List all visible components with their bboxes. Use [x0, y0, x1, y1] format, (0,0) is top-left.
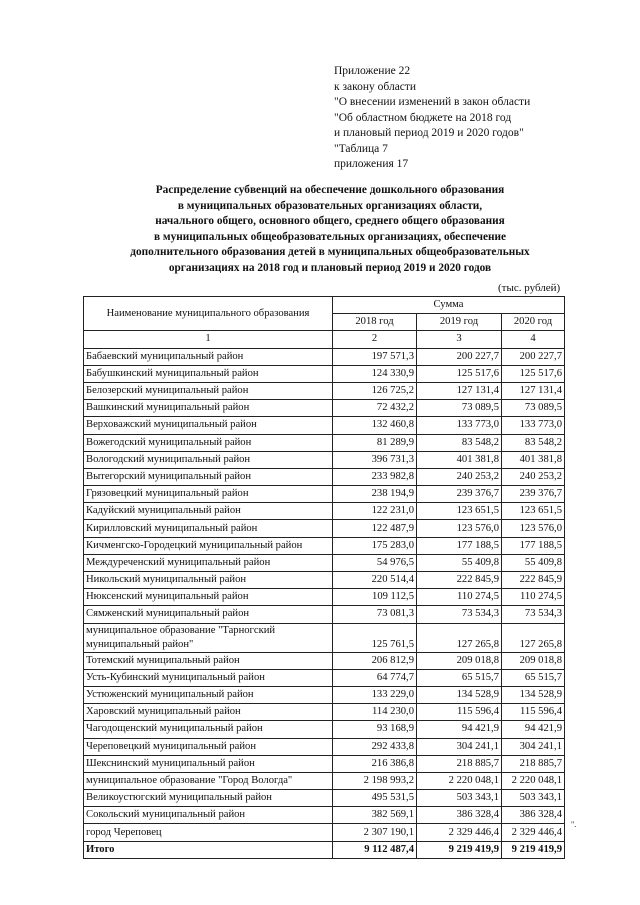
column-number: 1 [84, 331, 333, 348]
value-2019: 94 421,9 [417, 721, 502, 738]
value-2018: 81 289,9 [333, 434, 417, 451]
value-2019: 123 576,0 [417, 520, 502, 537]
municipality-name: Кичменгско-Городецкий муниципальный район [84, 537, 333, 554]
value-2018: 133 229,0 [333, 686, 417, 703]
value-2019: 2 329 446,4 [417, 824, 502, 841]
end-quote: ". [571, 820, 577, 829]
title-line: в муниципальных образовательных организациях области, [177, 199, 483, 212]
year-header-2018: 2018 год [333, 314, 417, 331]
table-row [84, 382, 565, 399]
table-row [84, 468, 565, 485]
value-2019: 73 534,3 [417, 606, 502, 623]
value-2020: 65 515,7 [502, 669, 565, 686]
table-row [84, 623, 565, 652]
value-2020: 304 241,1 [502, 738, 565, 755]
value-2020: 133 773,0 [502, 417, 565, 434]
value-2019: 304 241,1 [417, 738, 502, 755]
value-2020: 83 548,2 [502, 434, 565, 451]
value-2020: 401 381,8 [502, 451, 565, 468]
value-2018: 197 571,3 [333, 348, 417, 365]
header-line: "Таблица 7 [334, 142, 388, 155]
title-line: в муниципальных общеобразовательных организациях, обеспечение [153, 230, 507, 243]
value-2020: 503 343,1 [502, 790, 565, 807]
value-2019: 115 596,4 [417, 704, 502, 721]
value-2018: 72 432,2 [333, 400, 417, 417]
municipality-name: Харовский муниципальный район [84, 704, 333, 721]
value-2020: 239 376,7 [502, 486, 565, 503]
value-2019: 123 651,5 [417, 503, 502, 520]
table-row [84, 589, 565, 606]
municipality-name: Нюксенский муниципальный район [84, 589, 333, 606]
value-2018: 220 514,4 [333, 572, 417, 589]
value-2020: 123 576,0 [502, 520, 565, 537]
value-2019: 218 885,7 [417, 755, 502, 772]
title-line: Распределение субвенций на обеспечение дошкольного образования [155, 184, 505, 196]
value-2018: 396 731,3 [333, 451, 417, 468]
table-row [84, 520, 565, 537]
table-row [84, 669, 565, 686]
column-number: 3 [417, 331, 502, 348]
municipality-name: Вожегодский муниципальный район [84, 434, 333, 451]
value-2019: 2 220 048,1 [417, 772, 502, 789]
value-2020: 200 227,7 [502, 348, 565, 365]
value-2018: 382 569,1 [333, 807, 417, 824]
value-2020: 386 328,4 [502, 807, 565, 824]
total-2019: 9 219 419,9 [417, 841, 502, 858]
value-2019: 125 517,6 [417, 365, 502, 382]
value-2019: 133 773,0 [417, 417, 502, 434]
municipality-name: Междуреченский муниципальный район [84, 554, 333, 571]
value-2018: 132 460,8 [333, 417, 417, 434]
header-line: "О внесении изменений в закон области [334, 96, 531, 108]
value-2018: 292 433,8 [333, 738, 417, 755]
value-2018: 233 982,8 [333, 468, 417, 485]
title-line: начального общего, основного общего, среднего общего образования [155, 215, 505, 228]
header-line: "Об областном бюджете на 2018 год [334, 111, 512, 124]
municipality-name: Бабушкинский муниципальный район [84, 365, 333, 382]
table-row [84, 652, 565, 669]
value-2018: 175 283,0 [333, 537, 417, 554]
title-line: организациях на 2018 год и плановый период 2019 и 2020 годов [168, 261, 492, 274]
table-row [84, 790, 565, 807]
table-row [84, 348, 565, 365]
units-label: (тыс. рублей) [498, 282, 561, 294]
value-2018: 64 774,7 [333, 669, 417, 686]
municipality-name: Великоустюгский муниципальный район [84, 790, 333, 807]
municipality-name: Вологодский муниципальный район [84, 451, 333, 468]
value-2019: 209 018,8 [417, 652, 502, 669]
municipality-name: муниципальное образование "Тарногский муниципальный район" [84, 623, 333, 652]
table-row [84, 721, 565, 738]
table-row [84, 434, 565, 451]
table-row [84, 572, 565, 589]
value-2020: 2 329 446,4 [502, 824, 565, 841]
table-row [84, 554, 565, 571]
municipality-name: Чагодощенский муниципальный район [84, 721, 333, 738]
value-2018: 122 487,9 [333, 520, 417, 537]
value-2018: 54 976,5 [333, 554, 417, 571]
value-2020: 127 265,8 [502, 623, 565, 652]
value-2019: 177 188,5 [417, 537, 502, 554]
table-row [84, 417, 565, 434]
value-2019: 200 227,7 [417, 348, 502, 365]
municipality-name: Сокольский муниципальный район [84, 807, 333, 824]
value-2018: 73 081,3 [333, 606, 417, 623]
value-2020: 177 188,5 [502, 537, 565, 554]
municipality-name: Череповецкий муниципальный район [84, 738, 333, 755]
total-row [84, 841, 565, 858]
table-row [84, 400, 565, 417]
value-2019: 127 131,4 [417, 382, 502, 399]
value-2020: 123 651,5 [502, 503, 565, 520]
value-2020: 115 596,4 [502, 704, 565, 721]
value-2018: 2 198 993,2 [333, 772, 417, 789]
municipality-name: муниципальное образование "Город Вологда" [84, 772, 333, 789]
subventions-table [83, 296, 565, 859]
value-2020: 218 885,7 [502, 755, 565, 772]
year-header-2020: 2020 год [502, 314, 565, 331]
value-2018: 125 761,5 [333, 623, 417, 652]
value-2019: 222 845,9 [417, 572, 502, 589]
year-header-2019: 2019 год [417, 314, 502, 331]
value-2019: 83 548,2 [417, 434, 502, 451]
value-2018: 495 531,5 [333, 790, 417, 807]
value-2020: 222 845,9 [502, 572, 565, 589]
table-row [84, 772, 565, 789]
value-2018: 114 230,0 [333, 704, 417, 721]
column-header-sum: Сумма [333, 297, 565, 314]
value-2020: 127 131,4 [502, 382, 565, 399]
title-line: дополнительного образования детей в муниципальных общеобразовательных [130, 246, 530, 259]
value-2020: 55 409,8 [502, 554, 565, 571]
municipality-name: Вашкинский муниципальный район [84, 400, 333, 417]
value-2020: 110 274,5 [502, 589, 565, 606]
document-title [95, 183, 565, 277]
municipality-name: Никольский муниципальный район [84, 572, 333, 589]
municipality-name: Грязовецкий муниципальный район [84, 486, 333, 503]
municipality-name: Сямженский муниципальный район [84, 606, 333, 623]
table-row [84, 738, 565, 755]
municipality-name: Верховажский муниципальный район [84, 417, 333, 434]
value-2018: 124 330,9 [333, 365, 417, 382]
table-row [84, 686, 565, 703]
table-row [84, 537, 565, 554]
municipality-name: город Череповец [84, 824, 333, 841]
municipality-name: Кадуйский муниципальный район [84, 503, 333, 520]
municipality-name: Тотемский муниципальный район [84, 652, 333, 669]
municipality-name: Устюженский муниципальный район [84, 686, 333, 703]
table-row [84, 824, 565, 841]
municipality-name: Шекснинский муниципальный район [84, 755, 333, 772]
header-line: к закону области [334, 80, 417, 93]
value-2019: 503 343,1 [417, 790, 502, 807]
value-2018: 216 386,8 [333, 755, 417, 772]
value-2018: 206 812,9 [333, 652, 417, 669]
table-row [84, 606, 565, 623]
value-2018: 2 307 190,1 [333, 824, 417, 841]
value-2019: 134 528,9 [417, 686, 502, 703]
header-line: приложения 17 [334, 158, 409, 170]
appendix-header [334, 64, 530, 173]
header-line: Приложение 22 [334, 65, 411, 77]
column-number: 4 [502, 331, 565, 348]
value-2019: 55 409,8 [417, 554, 502, 571]
value-2019: 401 381,8 [417, 451, 502, 468]
table-row [84, 755, 565, 772]
table-body [84, 348, 565, 841]
table-row [84, 365, 565, 382]
value-2019: 386 328,4 [417, 807, 502, 824]
municipality-name: Кирилловский муниципальный район [84, 520, 333, 537]
value-2019: 239 376,7 [417, 486, 502, 503]
municipality-name: Усть-Кубинский муниципальный район [84, 669, 333, 686]
header-line: и плановый период 2019 и 2020 годов" [334, 127, 524, 139]
total-2018: 9 112 487,4 [333, 841, 417, 858]
table-row [84, 807, 565, 824]
municipality-name: Бабаевский муниципальный район [84, 348, 333, 365]
value-2020: 73 534,3 [502, 606, 565, 623]
column-number: 2 [333, 331, 417, 348]
value-2018: 109 112,5 [333, 589, 417, 606]
table-row [84, 704, 565, 721]
value-2019: 127 265,8 [417, 623, 502, 652]
value-2019: 65 515,7 [417, 669, 502, 686]
column-header-name: Наименование муниципального образования [84, 297, 333, 331]
value-2019: 73 089,5 [417, 400, 502, 417]
value-2018: 122 231,0 [333, 503, 417, 520]
value-2020: 73 089,5 [502, 400, 565, 417]
value-2020: 209 018,8 [502, 652, 565, 669]
total-label: Итого [84, 841, 333, 858]
table-row [84, 451, 565, 468]
table-row [84, 503, 565, 520]
value-2020: 240 253,2 [502, 468, 565, 485]
value-2018: 126 725,2 [333, 382, 417, 399]
value-2020: 2 220 048,1 [502, 772, 565, 789]
value-2019: 240 253,2 [417, 468, 502, 485]
value-2018: 93 168,9 [333, 721, 417, 738]
municipality-name: Белозерский муниципальный район [84, 382, 333, 399]
value-2020: 125 517,6 [502, 365, 565, 382]
value-2020: 134 528,9 [502, 686, 565, 703]
value-2019: 110 274,5 [417, 589, 502, 606]
municipality-name: Вытегорский муниципальный район [84, 468, 333, 485]
value-2020: 94 421,9 [502, 721, 565, 738]
table-row [84, 486, 565, 503]
total-2020: 9 219 419,9 [502, 841, 565, 858]
value-2018: 238 194,9 [333, 486, 417, 503]
